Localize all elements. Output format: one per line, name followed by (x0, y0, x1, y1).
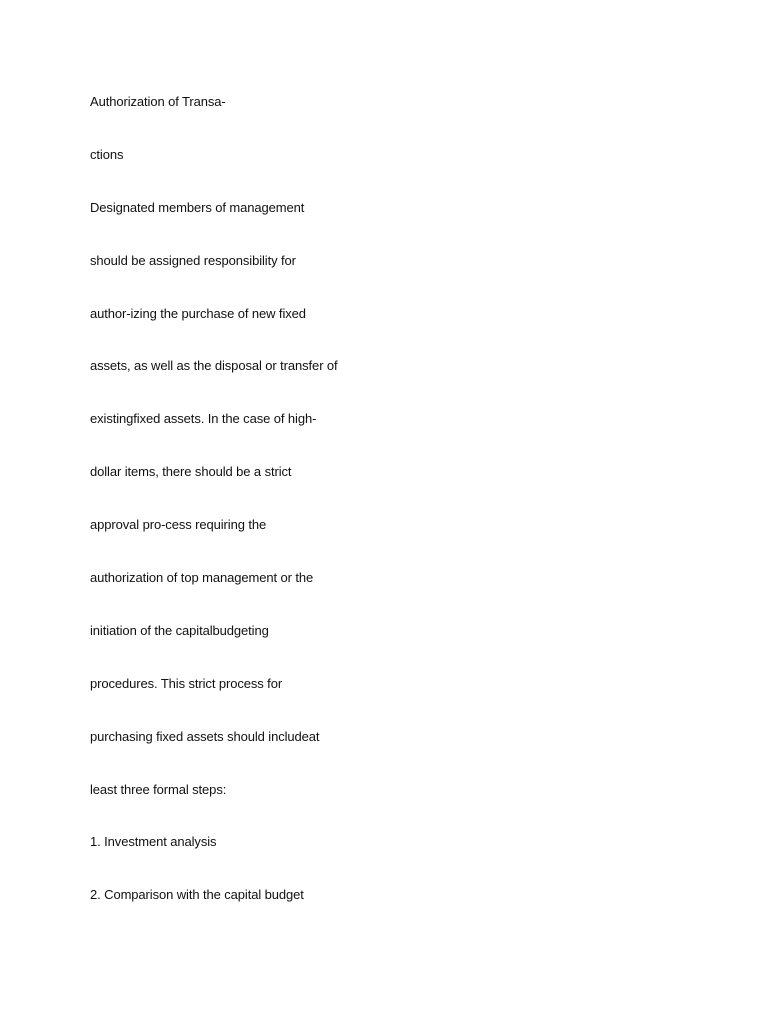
list-item: 2. Comparison with the capital budget (90, 887, 304, 903)
paragraph-line: purchasing fixed assets should includeat (90, 728, 320, 744)
paragraph-line: Designated members of management (90, 199, 305, 215)
paragraph-line: assets, as well as the disposal or transfer of (90, 358, 338, 374)
paragraph-line: should be assigned responsibility for (90, 252, 296, 268)
list-item: 1. Investment analysis (90, 834, 217, 850)
paragraph-line: authorization of top management or the (90, 570, 314, 586)
document-body (90, 90, 690, 936)
paragraph-line: author-izing the purchase of new fixed (90, 305, 306, 321)
paragraph-line: approval pro-cess requiring the (90, 517, 267, 533)
paragraph-line: procedures. This strict process for (90, 675, 283, 691)
paragraph-line: initiation of the capitalbudgeting (90, 622, 269, 638)
paragraph-line: dollar items, there should be a strict (90, 464, 292, 480)
paragraph-line: least three formal steps: (90, 781, 227, 797)
section-heading-line: Authorization of Transa- (90, 94, 226, 109)
section-heading-line: ctions (90, 146, 124, 162)
paragraph-line: existingfixed assets. In the case of high- (90, 411, 317, 427)
